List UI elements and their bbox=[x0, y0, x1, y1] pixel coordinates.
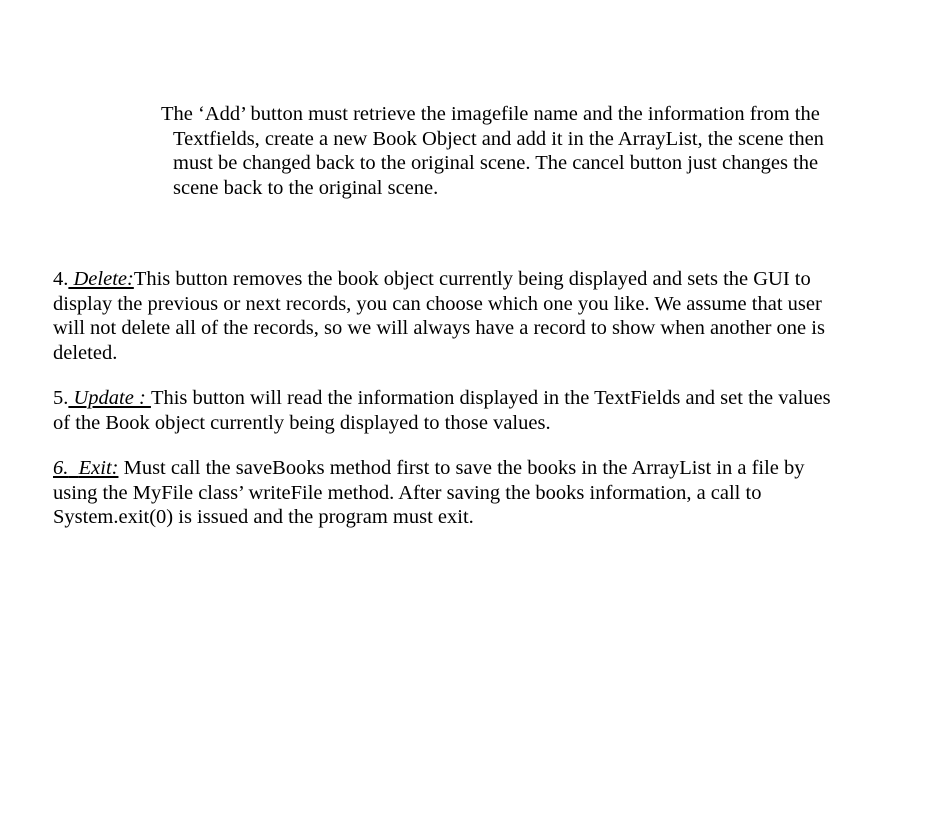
item-text: This button will read the information displayed in the TextFields and set the values bbox=[150, 387, 831, 409]
text-line: scene back to the original scene. bbox=[173, 176, 439, 199]
item-text: Must call the saveBooks method first to save the books in the ArrayList in a file by bbox=[118, 457, 805, 479]
text-line: will not delete all of the records, so we will always have a record to show when another one is bbox=[53, 317, 825, 339]
text-line bbox=[53, 456, 805, 481]
item-number: 5. bbox=[53, 387, 69, 409]
text-line bbox=[53, 386, 831, 411]
text-line: must be changed back to the original scene. The cancel button just changes the bbox=[173, 152, 819, 174]
text-line: of the Book object currently being displayed to those values. bbox=[53, 411, 551, 434]
text-line: using the MyFile class’ writeFile method. After saving the books information, a call to bbox=[53, 481, 762, 504]
delete-item bbox=[53, 267, 825, 365]
text-line: System.exit(0) is issued and the program must exit. bbox=[53, 506, 474, 528]
text-line: display the previous or next records, you can choose which one you like. We assume that user bbox=[53, 292, 822, 315]
item-text: This button removes the book object currently being displayed and sets the GUI to bbox=[133, 268, 811, 290]
exit-item bbox=[53, 456, 805, 530]
text-line: deleted. bbox=[53, 341, 118, 364]
add-button-description bbox=[161, 102, 824, 200]
item-label: Delete: bbox=[73, 268, 134, 290]
item-label: Update : bbox=[73, 387, 151, 409]
item-number: 4. bbox=[53, 268, 69, 290]
text-line: The ‘Add’ button must retrieve the imagefile name and the information from the bbox=[161, 103, 820, 125]
item-label: 6. Exit: bbox=[53, 457, 119, 479]
text-line: Textfields, create a new Book Object and add it in the ArrayList, the scene then bbox=[173, 127, 824, 150]
update-item bbox=[53, 386, 831, 435]
text-line bbox=[53, 267, 825, 292]
